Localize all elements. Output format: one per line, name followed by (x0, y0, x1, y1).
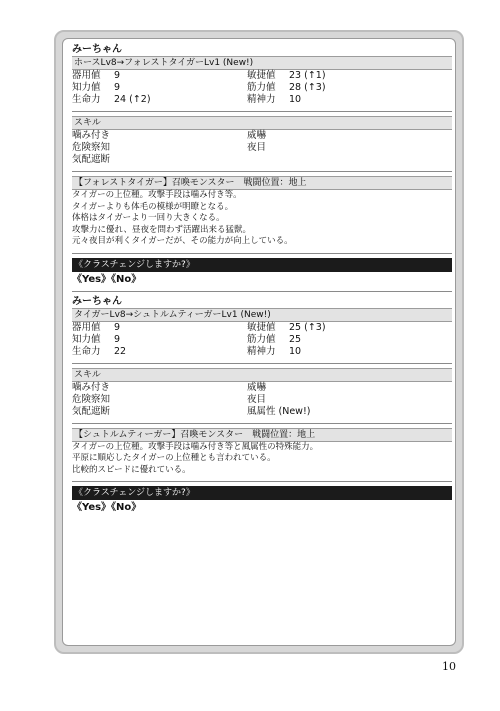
skill-item: 気配遮断 (72, 405, 111, 417)
yes-no-options[interactable]: 《Yes》《No》 (72, 502, 142, 513)
stat-label: 器用値 (72, 70, 101, 81)
skill-item: 危険察知 (72, 393, 111, 405)
skills-header: スキル (72, 116, 452, 130)
skill-row (72, 382, 452, 394)
description-line: タイガーの上位種。攻撃手段は噛み付き等と風属性の特殊能力。 (72, 441, 319, 452)
monster-description (72, 190, 452, 248)
divider (72, 476, 452, 482)
skill-item: 危険察知 (72, 142, 111, 153)
stat-value: 23 (↑1) (289, 70, 326, 81)
skill-row (72, 154, 452, 166)
description-line: 比較的スピードに優れている。 (72, 464, 191, 475)
skill-item: 威嚇 (247, 130, 267, 141)
description-line: 平原に順応したタイガーの上位種とも言われている。 (72, 453, 276, 463)
stat-value: 9 (114, 321, 121, 333)
stat-value: 10 (289, 94, 302, 105)
skill-row (72, 406, 452, 418)
stat-value: 9 (114, 82, 121, 93)
divider (72, 418, 452, 424)
monster-info-header: 【シュトルムティーガー】召喚モンスター 戦闘位置：地上 (72, 428, 452, 442)
stat-value: 25 (↑3) (289, 321, 326, 333)
divider (72, 106, 452, 112)
description-line: 体格はタイガーより一回り大きくなる。 (72, 213, 225, 223)
evolution-bar: タイガーLv8→シュトルムティーガーLv1 (New!) (72, 308, 452, 322)
stat-label: 知力値 (72, 333, 101, 345)
description-line: 攻撃力に優れ、昼夜を問わず活躍出来る猛獣。 (72, 224, 252, 235)
evolution-bar: ホースLv8→フォレストタイガーLv1 (New!) (72, 56, 452, 70)
skills-header: スキル (72, 368, 452, 382)
skill-row (72, 394, 452, 406)
stat-label: 知力値 (72, 82, 101, 93)
yes-no-options[interactable]: 《Yes》《No》 (72, 273, 142, 285)
stats-row (72, 94, 452, 106)
stat-value: 9 (114, 333, 121, 345)
stat-label: 生命力 (72, 94, 101, 105)
stat-value: 24 (↑2) (114, 94, 151, 105)
stat-label: 生命力 (72, 345, 101, 357)
skill-row (72, 142, 452, 154)
skills-list (72, 130, 452, 166)
divider (72, 248, 452, 254)
skill-item: 気配遮断 (72, 154, 111, 165)
skill-item: 噛み付き (72, 381, 111, 393)
skill-item: 噛み付き (72, 130, 111, 141)
stats-table (72, 70, 452, 106)
character-name: みーちゃん (72, 44, 122, 55)
stats-row (72, 334, 452, 346)
skills-list (72, 382, 452, 418)
stat-value: 9 (114, 70, 121, 81)
skill-row (72, 130, 452, 142)
stat-label: 精神力 (247, 345, 276, 357)
stat-label: 器用値 (72, 321, 101, 333)
stats-row (72, 70, 452, 82)
class-change-prompt: 《クラスチェンジしますか?》 (72, 258, 452, 272)
stats-row (72, 82, 452, 94)
stat-label: 精神力 (247, 94, 276, 105)
stat-label: 筋力値 (247, 333, 276, 345)
stat-value: 22 (114, 345, 127, 357)
stat-label: 筋力値 (247, 82, 276, 93)
character-name: みーちゃん (72, 295, 122, 307)
divider (72, 358, 452, 364)
skill-item (247, 154, 422, 166)
divider (72, 166, 452, 172)
skill-item: 風属性 (New!) (247, 405, 311, 417)
class-change-prompt: 《クラスチェンジしますか?》 (72, 486, 452, 500)
stats-row (72, 322, 452, 334)
stat-value: 10 (289, 345, 302, 357)
skill-item: 夜目 (247, 393, 267, 405)
stats-table (72, 322, 452, 358)
skill-item: 夜目 (247, 142, 267, 153)
stats-row (72, 346, 452, 358)
page-number: 10 (442, 660, 456, 673)
description-line: タイガーよりも体毛の模様が明瞭となる。 (72, 201, 234, 212)
stat-label: 敏捷値 (247, 321, 276, 333)
description-line: 元々夜目が利くタイガーだが、その能力が向上している。 (72, 236, 293, 246)
divider (72, 286, 452, 292)
status-content (72, 42, 452, 514)
stat-value: 25 (289, 333, 302, 345)
stat-value: 28 (↑3) (289, 82, 326, 93)
monster-info-header: 【フォレストタイガー】召喚モンスター 戦闘位置：地上 (72, 176, 452, 190)
skill-item: 威嚇 (247, 381, 267, 393)
monster-description (72, 442, 452, 477)
stat-label: 敏捷値 (247, 70, 276, 81)
description-line: タイガーの上位種。攻撃手段は噛み付き等。 (72, 190, 242, 200)
